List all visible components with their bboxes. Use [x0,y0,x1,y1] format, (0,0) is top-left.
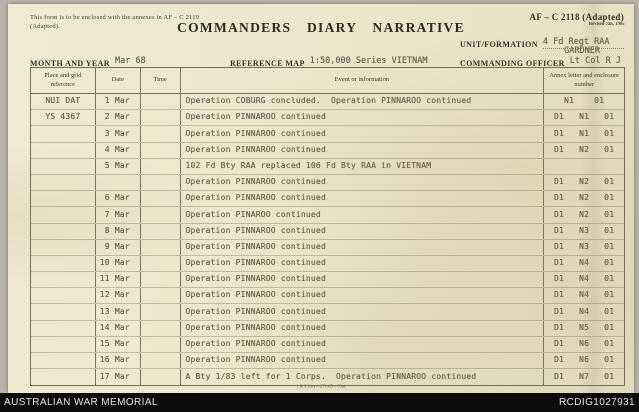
header-event: Event or information [181,68,545,93]
month-year-value: Mar 68 [115,56,195,68]
cell-date: 8 Mar [96,224,141,239]
table-row [31,288,624,304]
cell-annex: D1 N4 01 [554,274,615,284]
cell-event: Operation PINNAROO continued [181,321,545,336]
cell-event: Operation PINNAROO continued [181,175,545,190]
table-header-row [31,68,624,94]
cell-annex: D1 N1 01 [554,112,615,122]
cell-date: 13 Mar [96,304,141,319]
printer-code: 1 R P Coy—271/65—53m [296,384,346,390]
cell-place: NUI DAT [31,94,96,109]
cell-annex: D1 N2 01 [554,177,615,187]
cell-date: 12 Mar [96,288,141,303]
commanding-officer-value: Lt Col R J [570,56,624,68]
cell-time [141,207,181,222]
diary-table [30,67,625,386]
cell-time [141,272,181,287]
table-row [31,369,624,385]
table-row [31,304,624,320]
cell-annex: D1 N3 01 [554,241,615,251]
cell-annex: D1 N5 01 [554,322,615,332]
cell-place [31,321,96,336]
header-date: Date [96,68,141,93]
cell-date: 15 Mar [96,337,141,352]
cell-date: 4 Mar [96,143,141,158]
cell-event: Operation PINNAROO continued [181,240,545,255]
cell-place [31,175,96,190]
cell-date: 6 Mar [96,191,141,206]
diary-form-paper [8,4,634,393]
cell-place [31,369,96,385]
page-title: COMMANDERS DIARY NARRATIVE [177,20,465,35]
co-surname-typed: GARDNER [564,46,600,56]
cell-place [31,353,96,368]
cell-event: Operation PINNAROO continued [181,304,545,319]
cell-time [141,321,181,336]
cell-place [31,304,96,319]
reference-map-value: 1:50,000 Series VIETNAM [310,56,430,68]
header-time: Time [141,68,181,93]
cell-date: 11 Mar [96,272,141,287]
header-annex: Annex letter and enclosure number [549,71,620,88]
cell-event: Operation PINNAROO continued [181,337,545,352]
unit-formation-label: UNIT/FORMATION [460,40,538,49]
cell-place [31,288,96,303]
cell-event: Operation PINAROO continued [181,207,545,222]
cell-place [31,337,96,352]
form-revision-note: Revised Jan, 1965 [588,22,624,27]
cell-annex: D1 N6 01 [554,355,615,365]
cell-place [31,256,96,271]
cell-annex: D1 N2 01 [554,144,615,154]
cell-event: Operation PINNAROO continued [181,143,545,158]
cell-place [31,224,96,239]
cell-place [31,191,96,206]
table-row [31,191,624,207]
cell-time [141,304,181,319]
cell-annex: D1 N4 01 [554,306,615,316]
table-row [31,353,624,369]
table-row [31,240,624,256]
cell-place [31,240,96,255]
cell-event: Operation PINNAROO continued [181,191,545,206]
cell-annex: D1 N6 01 [554,339,615,348]
commanding-officer-label: COMMANDING OFFICER [460,59,565,68]
reference-map-label: REFERENCE MAP [230,59,305,68]
cell-annex: D1 N3 01 [554,225,615,235]
cell-time [141,191,181,206]
form-number: AF – C 2118 (Adapted) [529,12,624,22]
cell-place [31,143,96,158]
cell-annex: D1 N4 01 [554,290,615,300]
cell-annex: D1 N1 01 [554,128,615,138]
table-row [31,143,624,159]
cell-annex: D1 N2 01 [554,193,615,203]
cell-event: Operation PINNAROO continued [181,288,545,303]
form-number-block [530,12,624,28]
cell-time [141,337,181,352]
cell-date: 1 Mar [96,94,141,109]
cell-event: Operation PINNAROO continued [181,272,545,287]
table-body [31,94,624,385]
cell-annex: D1 N2 01 [554,209,615,219]
table-row [31,224,624,240]
table-row [31,110,624,126]
table-row [31,126,624,142]
table-row [31,175,624,191]
cell-date: 9 Mar [96,240,141,255]
cell-annex [544,159,624,174]
cell-place: YS 4367 [31,110,96,125]
cell-date: 5 Mar [96,159,141,174]
cell-date: 10 Mar [96,256,141,271]
header-place: Place and grid reference [31,68,96,93]
table-row [31,272,624,288]
cell-event: Operation PINNAROO continued [181,126,545,141]
cell-time [141,224,181,239]
unit-formation-value: 4 Fd Regt RAA [543,37,624,49]
table-row [31,207,624,223]
cell-time [141,240,181,255]
cell-time [141,143,181,158]
cell-time [141,175,181,190]
cell-date: 14 Mar [96,321,141,336]
table-row [31,159,624,175]
cell-event: Operation PINNAROO continued [181,224,545,239]
cell-time [141,256,181,271]
cell-place [31,126,96,141]
archive-footer-bar [0,393,639,412]
cell-annex: D1 N7 01 [554,372,615,382]
cell-time [141,353,181,368]
cell-annex: N1 01 [564,96,605,106]
table-row [31,321,624,337]
cell-time [141,110,181,125]
cell-date: 17 Mar [96,369,141,385]
cell-place [31,159,96,174]
table-row [31,256,624,272]
cell-date: 2 Mar [96,110,141,125]
form-note: This form is to be enclosed with the annexes in AF – C 2119 (Adapted). [30,14,200,31]
cell-time [141,369,181,385]
cell-date: 3 Mar [96,126,141,141]
cell-event: Operation PINNAROO continued [181,256,545,271]
cell-date: 7 Mar [96,207,141,222]
cell-event: 102 Fd Bty RAA replaced 106 Fd Bty RAA in VIETNAM [181,159,545,174]
cell-date: 16 Mar [96,353,141,368]
cell-date [96,175,141,190]
month-year-label: MONTH AND YEAR [30,59,110,68]
archive-name: AUSTRALIAN WAR MEMORIAL [4,397,158,408]
record-id: RCDIG1027931 [559,397,635,408]
cell-place [31,272,96,287]
table-row [31,337,624,353]
cell-time [141,126,181,141]
cell-annex: D1 N4 01 [554,258,615,268]
cell-place [31,207,96,222]
table-row [31,94,624,110]
cell-time [141,94,181,109]
cell-time [141,159,181,174]
cell-event: A Bty 1/83 left for 1 Corps. Operation PINNAROO continued [181,369,545,385]
cell-event: Operation PINNAROO continued [181,110,545,125]
cell-event: Operation COBURG concluded. Operation PINNAROO continued [181,94,545,109]
cell-event: Operation PINNAROO continued [181,353,545,368]
cell-time [141,288,181,303]
